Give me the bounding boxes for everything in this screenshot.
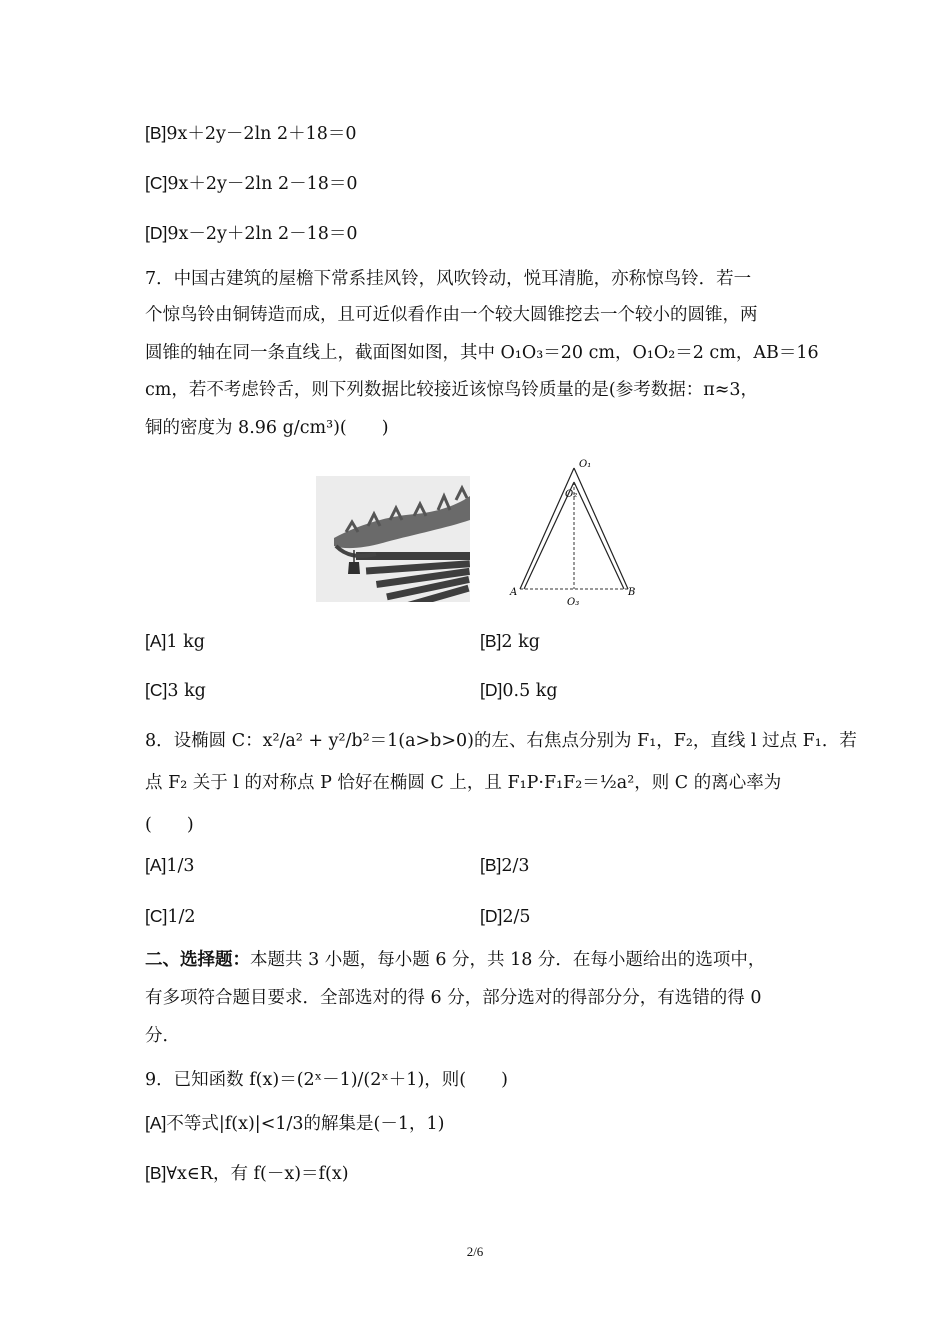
q7-line-1: 7．中国古建筑的屋檐下常系挂风铃，风吹铃动，悦耳清脆，亦称惊鸟铃．若一 <box>145 269 752 289</box>
section2-heading: 二、选择题： <box>145 950 250 970</box>
q6-option-c: [C]9x＋2y－2ln 2－18＝0 <box>145 173 358 194</box>
label-a: A <box>510 587 518 598</box>
label-b: B <box>628 587 636 598</box>
q8-line-3: ( ) <box>145 815 194 835</box>
q8-option-c: [C]1/2 <box>145 906 196 927</box>
section2-line-3: 分． <box>145 1026 180 1046</box>
q8-line-1: 8．设椭圆 C：x²/a² + y²/b²＝1(a>b>0)的左、右焦点分别为 F₁，F₂，直线 l 过点 F₁．若 <box>145 731 857 751</box>
q7-line-3: 圆锥的轴在同一条直线上，截面图如图，其中 O₁O₃＝20 cm，O₁O₂＝2 cm，AB＝16 <box>145 343 819 363</box>
inner-cone-right-edge <box>574 482 624 589</box>
q7-option-d: [D]0.5 kg <box>480 680 558 701</box>
page-number: 2/6 <box>466 1244 484 1259</box>
q8-option-a: [A]1/3 <box>145 855 195 876</box>
section2-line-2: 有多项符合题目要求．全部选对的得 6 分，部分选对的得部分分，有选错的得 0 <box>145 988 762 1008</box>
label-o3: O₃ <box>567 597 580 608</box>
q9-stem: 9．已知函数 f(x)＝(2ˣ－1)/(2ˣ＋1)，则( ) <box>145 1070 508 1090</box>
cone-cross-section-diagram <box>506 455 646 610</box>
q6-option-b: [B]9x＋2y－2ln 2＋18＝0 <box>145 123 357 144</box>
q9-option-a: [A]不等式|f(x)|<1/3的解集是(－1，1) <box>145 1113 445 1134</box>
q8-option-b: [B]2/3 <box>480 855 530 876</box>
outer-cone-left-edge <box>520 468 574 589</box>
q8-line-2: 点 F₂ 关于 l 的对称点 P 恰好在椭圆 C 上，且 F₁P·F₁F₂＝½a²，则 C 的离心率为 <box>145 773 782 793</box>
q7-option-c: [C]3 kg <box>145 680 206 701</box>
q7-line-2: 个惊鸟铃由铜铸造而成，且可近似看作由一个较大圆锥挖去一个较小的圆锥，两 <box>145 305 758 325</box>
outer-cone-right-edge <box>574 468 628 589</box>
eaves-bell-photo <box>316 476 470 602</box>
q6-option-d: [D]9x－2y＋2ln 2－18＝0 <box>145 223 358 244</box>
q8-option-d: [D]2/5 <box>480 906 531 927</box>
q7-option-a: [A]1 kg <box>145 631 205 652</box>
q7-line-5: 铜的密度为 8.96 g/cm³)( ) <box>145 418 389 438</box>
q9-option-b: [B]∀x∈R，有 f(－x)＝f(x) <box>145 1163 349 1184</box>
label-o1: O₁ <box>579 459 592 470</box>
q7-option-b: [B]2 kg <box>480 631 540 652</box>
q7-line-4: cm，若不考虑铃舌，则下列数据比较接近该惊鸟铃质量的是(参考数据：π≈3， <box>145 380 759 400</box>
label-o2: O₂ <box>565 489 578 500</box>
section2-line-1: 二、选择题：本题共 3 小题，每小题 6 分，共 18 分．在每小题给出的选项中， <box>145 950 766 970</box>
